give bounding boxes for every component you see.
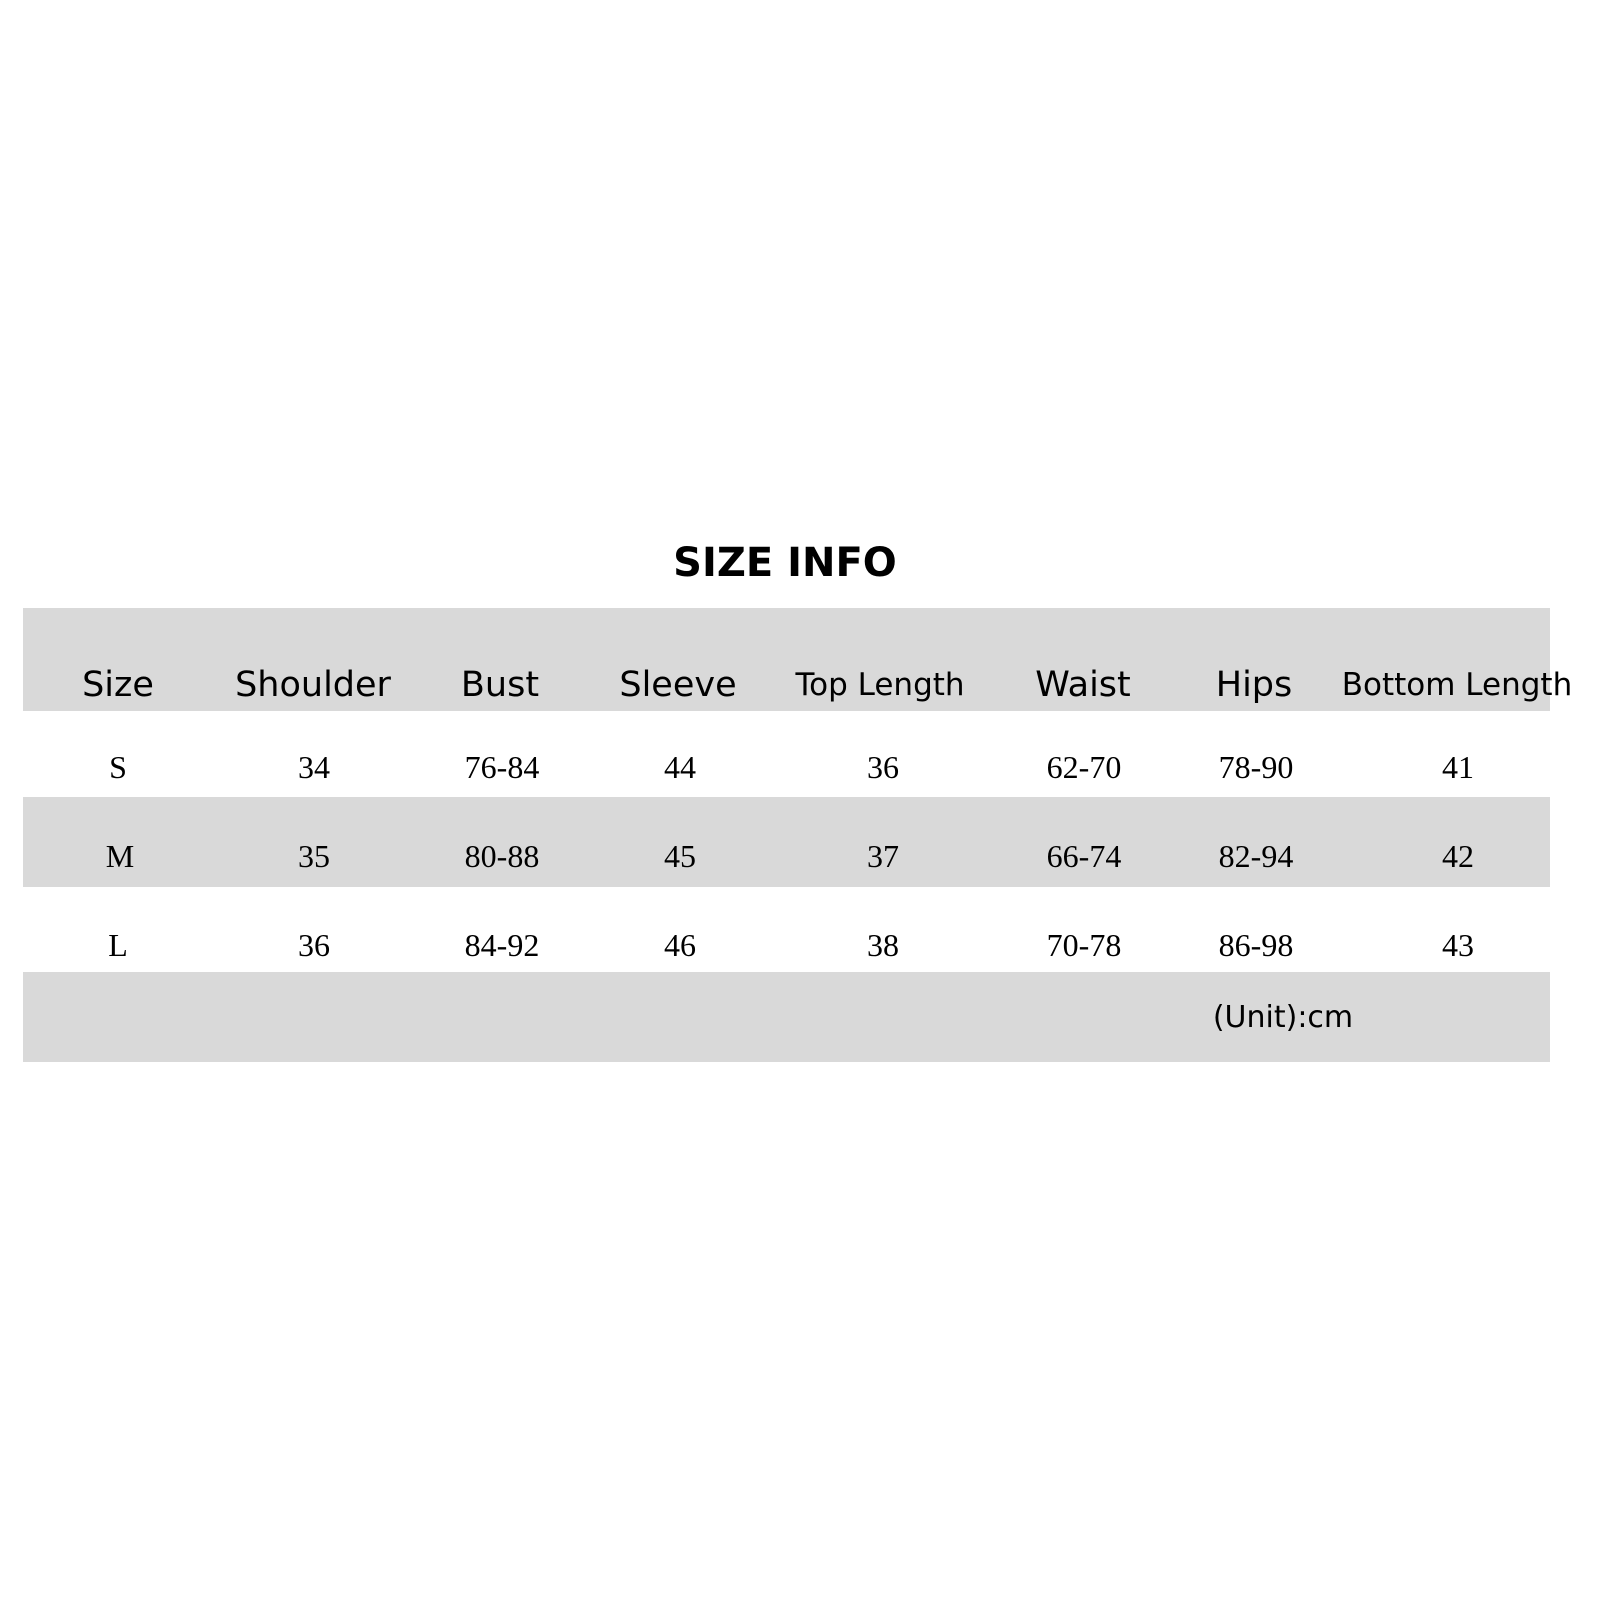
column-header-waist: Waist [1035, 665, 1131, 705]
size-cell: M [105, 838, 135, 874]
column-header-size: Size [82, 665, 154, 705]
table-row-band [23, 797, 1550, 887]
hips-cell: 78-90 [1218, 749, 1294, 785]
waist-cell: 62-70 [1046, 749, 1122, 785]
waist-cell: 66-74 [1046, 838, 1122, 874]
shoulder-cell: 35 [298, 838, 330, 874]
top-length-cell: 36 [867, 749, 899, 785]
column-header-bust: Bust [460, 665, 540, 705]
sleeve-cell: 45 [664, 838, 696, 874]
column-header-hips: Hips [1215, 665, 1293, 705]
top-length-cell: 38 [867, 927, 899, 963]
column-header-sleeve: Sleeve [619, 665, 737, 705]
hips-cell: 86-98 [1218, 927, 1294, 963]
bottom-length-cell: 43 [1442, 927, 1474, 963]
waist-cell: 70-78 [1046, 927, 1122, 963]
bust-cell: 84-92 [464, 927, 540, 963]
shoulder-cell: 34 [298, 749, 330, 785]
bust-cell: 80-88 [464, 838, 540, 874]
shoulder-cell: 36 [298, 927, 330, 963]
column-header-top-length: Top Length [795, 667, 965, 703]
sleeve-cell: 46 [664, 927, 696, 963]
sleeve-cell: 44 [664, 749, 696, 785]
hips-cell: 82-94 [1218, 838, 1294, 874]
unit-note: (Unit):cm [1212, 1000, 1354, 1035]
size-chart-title: SIZE INFO [673, 540, 897, 586]
size-cell: S [109, 749, 127, 785]
column-header-shoulder: Shoulder [235, 665, 391, 705]
bottom-length-cell: 42 [1442, 838, 1474, 874]
top-length-cell: 37 [867, 838, 899, 874]
size-cell: L [108, 927, 128, 963]
column-header-bottom-length: Bottom Length [1341, 667, 1573, 703]
bottom-length-cell: 41 [1442, 749, 1474, 785]
bust-cell: 76-84 [464, 749, 540, 785]
